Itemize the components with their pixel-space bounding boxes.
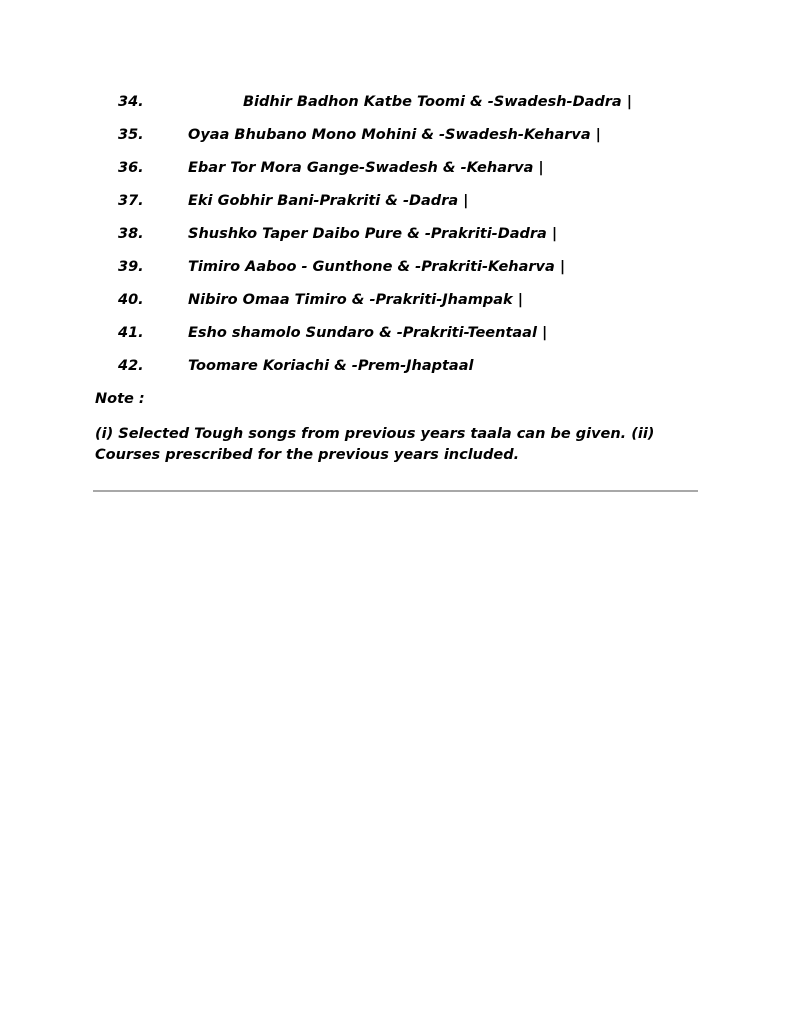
song-title: Toomare Koriachi & -Prem-Jhaptaal [188, 358, 474, 374]
song-title: Nibiro Omaa Timiro & -Prakriti-Jhampak | [188, 292, 524, 308]
list-item [0, 222, 791, 255]
song-list [0, 90, 791, 387]
song-number: 37. [118, 193, 144, 209]
song-number: 40. [118, 292, 144, 308]
song-number: 38. [118, 226, 144, 242]
note-label: Note : [95, 391, 145, 407]
song-number: 42. [118, 358, 144, 374]
song-title: Bidhir Badhon Katbe Toomi & -Swadesh-Dadra | [243, 94, 633, 110]
song-number: 36. [118, 160, 144, 176]
song-title: Eki Gobhir Bani-Prakriti & -Dadra | [188, 193, 469, 209]
list-item [0, 90, 791, 123]
list-item [0, 321, 791, 354]
divider [93, 490, 698, 492]
song-number: 41. [118, 325, 144, 341]
song-number: 35. [118, 127, 144, 143]
list-item [0, 354, 791, 387]
song-number: 39. [118, 259, 144, 275]
list-item [0, 255, 791, 288]
song-title: Oyaa Bhubano Mono Mohini & -Swadesh-Keharva | [188, 127, 601, 143]
list-item [0, 123, 791, 156]
song-title: Timiro Aaboo - Gunthone & -Prakriti-Keharva | [188, 259, 566, 275]
list-item [0, 189, 791, 222]
list-item [0, 288, 791, 321]
list-item [0, 156, 791, 189]
note-text: (i) Selected Tough songs from previous years taala can be given. (ii) Courses prescribed for the previous years included. [95, 426, 655, 463]
song-title: Esho shamolo Sundaro & -Prakriti-Teentaal | [188, 325, 548, 341]
song-number: 34. [118, 94, 144, 110]
song-title: Ebar Tor Mora Gange-Swadesh & -Keharva | [188, 160, 544, 176]
song-title: Shushko Taper Daibo Pure & -Prakriti-Dadra | [188, 226, 558, 242]
